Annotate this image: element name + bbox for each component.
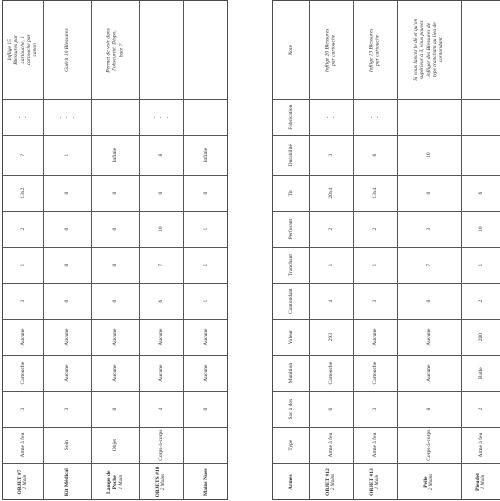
cell-text: Arme à feu [327,432,334,458]
cell-text: Arme à feu [371,432,378,458]
cell-tir [139,175,183,211]
cell-tir [43,175,91,211]
cell-contondant [43,283,91,319]
cell-durabilite [91,135,139,175]
cell-text: 8 [157,153,164,157]
cell-text: Tir [287,189,294,197]
cell-text: Lampe de Poche [105,470,119,494]
cell-text: Aucune [157,364,164,382]
cell-text: Mains Nues [202,468,209,496]
cell-text: Kit Médical [63,468,70,496]
cell-text: 4 [327,299,334,303]
cell-perforant [309,211,353,247]
cell-text: Corps-à-corps [425,429,432,461]
cell-item [3,463,43,501]
cell-text: 2 [327,227,334,231]
cell-contondant [3,283,43,319]
cell-text: 0 [111,299,118,303]
cell-text: 1 [202,263,209,267]
cell-munition [461,355,500,391]
cell-note [3,1,43,99]
cell-tranchant [273,247,309,283]
cell-text: Arme à feu [477,432,484,458]
cell-subtext: 2 Mains [161,473,167,491]
cell-text: Cartouche [19,361,26,385]
cell-type [461,427,500,463]
cell-sac [309,391,353,427]
cell-text: Aucune [19,328,26,346]
cell-fabrication [397,99,461,135]
cell-type [139,427,183,463]
cell-text: - - [16,116,29,118]
cell-subtext: 1 Main [118,474,124,490]
cell-text: Munition [287,362,294,384]
cell-durabilite [43,135,91,175]
cell-tir [353,175,397,211]
cell-text: Armes [287,474,294,490]
cell-perforant [91,211,139,247]
cell-tranchant [91,247,139,283]
cell-note [183,1,229,99]
cell-valeur [397,319,461,355]
cell-text: 6 [371,153,378,157]
cell-valeur [91,319,139,355]
cell-perforant [353,211,397,247]
cell-text: 0 [63,263,70,267]
cell-text: 3 [19,407,26,411]
cell-text: - - - [151,116,171,118]
cell-note [461,1,500,99]
cell-text: 1 [19,263,26,267]
cell-text: 6 [157,299,164,303]
cell-text: Infinie [202,147,209,163]
cell-text: Soin [63,439,70,451]
cell-munition [397,355,461,391]
cell-text: Aucune [202,328,209,346]
cell-tranchant [3,247,43,283]
cell-text: Pelle [422,476,429,488]
cell-munition [91,355,139,391]
cell-item [91,463,139,501]
cell-text: 1 [371,263,378,267]
cell-valeur [3,319,43,355]
cell-valeur [309,319,353,355]
cell-text: 6 [477,191,484,195]
cell-text: Objet [111,438,118,452]
cell-contondant [273,283,309,319]
cell-contondant [353,283,397,319]
cell-fabrication [309,99,353,135]
cell-sac [183,391,229,427]
cell-sac [3,391,43,427]
cell-text: 3 [425,227,432,231]
cell-tranchant [139,247,183,283]
cell-fabrication [3,99,43,135]
cell-durabilite [397,135,461,175]
cell-perforant [43,211,91,247]
cell-perforant [183,211,229,247]
cell-subtext: 2 Mains [331,473,337,491]
cell-tir [183,175,229,211]
cell-text: Aucune [63,328,70,346]
cell-contondant [91,283,139,319]
cell-contondant [183,283,229,319]
cell-text: 2 [19,227,26,231]
cell-text: Contondant [287,288,294,314]
cell-durabilite [3,135,43,175]
cell-valeur [139,319,183,355]
cell-text: 10 [425,152,432,158]
cell-type [43,427,91,463]
cell-munition [139,355,183,391]
cell-item [273,463,309,501]
cell-note [273,1,309,99]
cell-text: Type [287,439,294,451]
cell-text: Aucune [425,364,432,382]
cell-fabrication [139,99,183,135]
cell-text: Note [287,44,294,56]
cell-text: 0 [202,407,209,411]
cell-subtext: 2 Mains [429,473,435,491]
cell-text: 0 [111,407,118,411]
cell-perforant [273,211,309,247]
cell-text: 13x4 [371,187,378,199]
cell-text: 0 [63,299,70,303]
cell-item [309,463,353,501]
cell-fabrication [461,99,500,135]
cell-subtext: 1 Main [481,474,487,490]
cell-text: 3 [371,407,378,411]
cell-item [183,463,229,501]
cell-text: Permet de voir dans l'obscurité. Dispo, bute ? [105,27,125,73]
cell-note [91,1,139,99]
cell-text: OBJET #13 [368,468,375,496]
cell-text: 6 [327,407,334,411]
cell-valeur [43,319,91,355]
cell-type [397,427,461,463]
cell-text: Valeur [287,329,294,345]
cell-text: 0 [111,191,118,195]
cell-text: - - [324,116,337,118]
cell-fabrication [183,99,229,135]
cell-durabilite [461,135,500,175]
cell-sac [139,391,183,427]
cell-text: - - [368,116,381,118]
cell-valeur [273,319,309,355]
cell-text: 20x4 [327,187,334,199]
cell-text: ? [19,153,26,157]
cell-text: 4 [157,407,164,411]
cell-item [353,463,397,501]
cell-subtext: 1 Main [375,474,381,490]
cell-text: 0 [425,191,432,195]
cell-valeur [353,319,397,355]
cell-fabrication [91,99,139,135]
cell-note [353,1,397,99]
cell-item [43,463,91,501]
cell-item [461,463,500,501]
cell-text: 8 [425,407,432,411]
left-equipment-table [2,0,228,500]
cell-tranchant [309,247,353,283]
cell-contondant [461,283,500,319]
cell-sac [397,391,461,427]
cell-type [91,427,139,463]
cell-text: 0 [63,191,70,195]
cell-text: OBJETS #10 [154,466,161,498]
cell-contondant [309,283,353,319]
cell-tir [397,175,461,211]
cell-durabilite [183,135,229,175]
cell-note [309,1,353,99]
cell-sac [91,391,139,427]
cell-fabrication [43,99,91,135]
cell-text: 10 [157,226,164,232]
cell-munition [353,355,397,391]
cell-munition [3,355,43,391]
cell-durabilite [353,135,397,175]
cell-text: 7 [425,263,432,267]
cell-munition [43,355,91,391]
cell-text: 3 [63,407,70,411]
cell-munition [309,355,353,391]
cell-text: Aucune [63,364,70,382]
cell-text: Perforant [287,218,294,240]
cell-text: 3 [19,299,26,303]
cell-text: Aucune [111,328,118,346]
cell-item [139,463,183,501]
cell-text: Aucune [371,328,378,346]
cell-text: 1 [63,153,70,157]
cell-tir [3,175,43,211]
cell-text: 2 [371,227,378,231]
cell-fabrication [353,99,397,135]
cell-text: Cartouche [327,361,334,385]
cell-text: OBJET #12 [324,468,331,496]
cell-text: 2 [477,407,484,411]
right-weapons-table [272,0,500,500]
cell-text: 293 [327,332,334,342]
cell-tir [461,175,500,211]
cell-text: Aucune [202,364,209,382]
cell-munition [273,355,309,391]
cell-text: Inflige 15 Blessures par cartouche, 1 cartouche par canon [7,34,39,66]
cell-durabilite [139,135,183,175]
cell-text: 8 [425,299,432,303]
cell-sac [43,391,91,427]
cell-text: Durabilité [287,143,294,167]
cell-tranchant [461,247,500,283]
cell-note [139,1,183,99]
cell-valeur [461,319,500,355]
cell-text: 0 [111,263,118,267]
cell-text: 0 [63,227,70,231]
cell-text: Balle [477,367,484,379]
cell-durabilite [309,135,353,175]
cell-text: 3 [371,299,378,303]
cell-text: 1 [202,227,209,231]
cell-text: Infinie [111,147,118,163]
cell-text: 2 [477,299,484,303]
cell-text: 3 [327,153,334,157]
cell-perforant [139,211,183,247]
cell-text: 7 [157,263,164,267]
cell-text: 10 [477,226,484,232]
cell-text: Aucune [425,328,432,346]
cell-perforant [397,211,461,247]
cell-note [43,1,91,99]
cell-contondant [397,283,461,319]
cell-text: 1 [477,263,484,267]
cell-tir [91,175,139,211]
cell-note [397,1,461,99]
cell-fabrication [273,99,309,135]
cell-text: Inflige 20 Blessures par cartouche [324,28,337,72]
cell-sac [273,391,309,427]
cell-text: Si vous lancez le dé et qu'on supérieur à 3, vous pouvez infliger des Blessures de type tranchant au lieu de contondant [413,19,445,81]
cell-text: Tranchant [287,253,294,277]
cell-text: 0 [111,227,118,231]
cell-tranchant [397,247,461,283]
cell-subtext: 1 Main [23,474,29,490]
cell-text: 1 [327,263,334,267]
cell-type [353,427,397,463]
cell-type [309,427,353,463]
cell-durabilite [273,135,309,175]
cell-tranchant [353,247,397,283]
cell-text: Aucune [111,364,118,382]
cell-valeur [183,319,229,355]
cell-tranchant [43,247,91,283]
cell-sac [461,391,500,427]
cell-text: 200 [477,332,484,342]
cell-text: Cartouche [371,361,378,385]
cell-text: Arme à feu [19,432,26,458]
cell-item [397,463,461,501]
cell-text: Sac à dos [287,398,294,420]
cell-text: Fabrication [287,104,294,130]
cell-text: 13x2 [19,187,26,199]
cell-text: Pieudet [474,473,481,491]
cell-text: OBJET #7 [16,469,23,495]
cell-text: 0 [202,191,209,195]
cell-type [3,427,43,463]
cell-text: Inflige 13 Blessures par cartouche [368,28,381,72]
cell-tranchant [183,247,229,283]
cell-type [183,427,229,463]
cell-tir [273,175,309,211]
cell-perforant [461,211,500,247]
cell-type [273,427,309,463]
cell-text: Guérit 10 Blessures [63,28,70,72]
cell-munition [183,355,229,391]
cell-perforant [3,211,43,247]
cell-contondant [139,283,183,319]
cell-text: 1 [202,299,209,303]
cell-text: Aucune [157,328,164,346]
cell-sac [353,391,397,427]
cell-text: 0 [157,191,164,195]
cell-text: - - - [57,116,77,118]
cell-text: Corps-à-corps [157,429,164,461]
cell-tir [309,175,353,211]
